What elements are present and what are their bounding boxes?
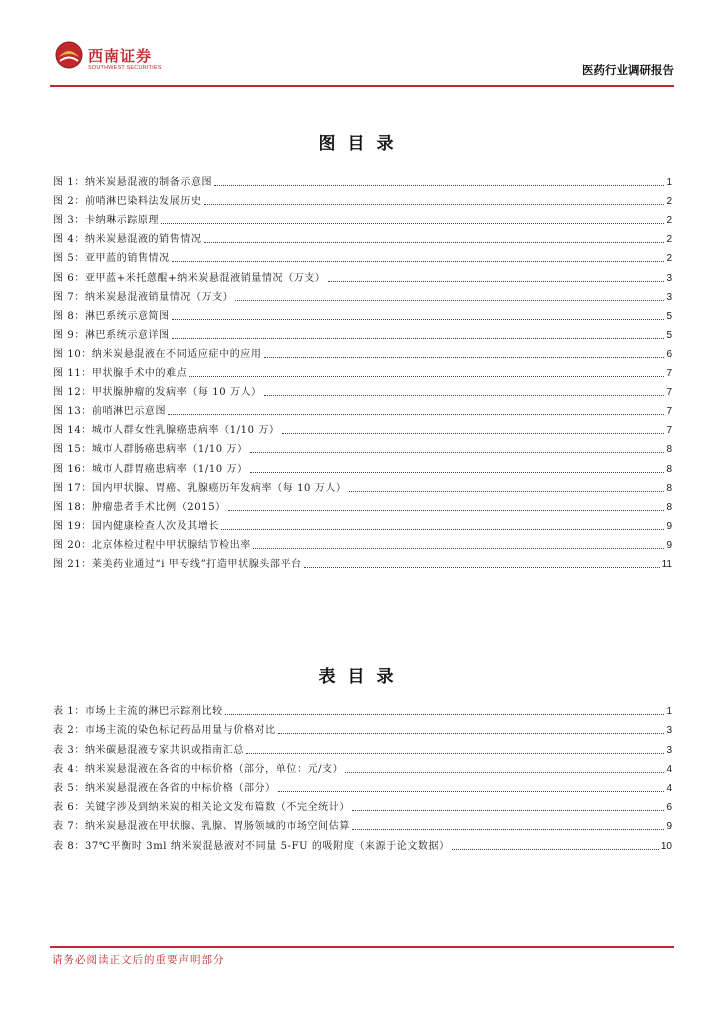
figure-toc-entry[interactable] — [53, 342, 672, 361]
table-toc-entry[interactable] — [53, 833, 672, 852]
toc-dot-leader — [264, 395, 665, 396]
toc-entry-label: 图 6：亚甲蓝+米托蒽醌+纳米炭悬混液销量情况（万支） — [53, 272, 326, 284]
toc-entry-label: 图 5：亚甲蓝的销售情况 — [53, 253, 170, 265]
toc-entry-label: 表 5：纳米炭悬混液在各省的中标价格（部分） — [53, 782, 276, 794]
table-toc-entry[interactable] — [53, 699, 672, 718]
toc-page-number: 3 — [666, 272, 672, 284]
footer-disclaimer: 请务必阅读正文后的重要声明部分 — [52, 954, 225, 966]
toc-page-number: 10 — [660, 840, 672, 852]
toc-dot-leader — [225, 714, 665, 715]
toc-page-number: 9 — [666, 520, 672, 532]
toc-page-number: 7 — [666, 368, 672, 380]
toc-page-number: 3 — [666, 744, 672, 756]
toc-page-number: 5 — [666, 310, 672, 322]
toc-dot-leader — [278, 733, 665, 734]
toc-page-number: 5 — [666, 329, 672, 341]
toc-entry-label: 图 14：城市人群女性乳腺癌患病率（1/10 万） — [53, 425, 280, 437]
figure-toc-entry[interactable] — [53, 456, 672, 475]
toc-dot-leader — [345, 772, 664, 773]
toc-entry-label: 表 7：纳米炭悬混液在甲状腺、乳腺、胃肠领域的市场空间估算 — [53, 821, 350, 833]
toc-page-number: 9 — [666, 821, 672, 833]
toc-dot-leader — [189, 376, 664, 377]
toc-entry-label: 图 1：纳米炭悬混液的制备示意图 — [53, 177, 213, 189]
toc-page-number: 6 — [666, 348, 672, 360]
figure-toc-entry[interactable] — [53, 552, 672, 571]
company-logo — [54, 40, 214, 80]
figure-toc-entry[interactable] — [53, 380, 672, 399]
figure-toc-entry[interactable] — [53, 265, 672, 284]
toc-entry-label: 图 8：淋巴系统示意简图 — [53, 310, 170, 322]
toc-dot-leader — [278, 791, 665, 792]
figure-toc-entry[interactable] — [53, 208, 672, 227]
toc-page-number: 6 — [666, 802, 672, 814]
toc-dot-leader — [264, 357, 665, 358]
header-divider — [50, 85, 674, 87]
table-toc-entry[interactable] — [53, 795, 672, 814]
figure-toc-entry[interactable] — [53, 227, 672, 246]
toc-dot-leader — [352, 810, 664, 811]
toc-dot-leader — [246, 753, 664, 754]
footer-divider — [50, 946, 674, 948]
toc-dot-leader — [168, 414, 664, 415]
figure-toc-entry[interactable] — [53, 418, 672, 437]
report-type: 医药行业调研报告 — [582, 63, 674, 77]
toc-page-number: 8 — [666, 482, 672, 494]
toc-entry-label: 图 21：莱美药业通过“i 甲专线”打造甲状腺头部平台 — [53, 558, 302, 570]
toc-entry-label: 图 11：甲状腺手术中的难点 — [53, 368, 188, 380]
toc-entry-label: 图 2：前哨淋巴染料法发展历史 — [53, 196, 202, 208]
toc-entry-label: 图 7：纳米炭悬混液销量情况（万支） — [53, 291, 234, 303]
toc-page-number: 1 — [666, 177, 672, 189]
table-toc-entry[interactable] — [53, 718, 672, 737]
table-toc-entry[interactable] — [53, 757, 672, 776]
figure-toc-entry[interactable] — [53, 476, 672, 495]
figure-toc-entry[interactable] — [53, 533, 672, 552]
toc-dot-leader — [250, 452, 665, 453]
toc-dot-leader — [452, 849, 659, 850]
toc-page-number: 8 — [666, 444, 672, 456]
logo-emblem-icon — [54, 40, 84, 74]
toc-page-number: 7 — [666, 425, 672, 437]
toc-dot-leader — [282, 433, 665, 434]
tables-toc-list — [53, 699, 672, 853]
toc-entry-label: 图 15：城市人群肠癌患病率（1/10 万） — [53, 444, 248, 456]
toc-page-number: 4 — [666, 763, 672, 775]
toc-dot-leader — [204, 204, 665, 205]
figure-toc-entry[interactable] — [53, 495, 672, 514]
tables-toc-title: 表目录 — [318, 667, 406, 687]
toc-page-number: 9 — [666, 539, 672, 551]
toc-entry-label: 图 3：卡纳琳示踪原理 — [53, 215, 160, 227]
figure-toc-entry[interactable] — [53, 285, 672, 304]
toc-dot-leader — [250, 472, 665, 473]
toc-entry-label: 图 20：北京体检过程中甲状腺结节检出率 — [53, 539, 251, 551]
toc-entry-label: 图 16：城市人群胃癌患病率（1/10 万） — [53, 463, 248, 475]
toc-dot-leader — [161, 223, 664, 224]
toc-dot-leader — [304, 567, 660, 568]
toc-entry-label: 图 12：甲状腺肿瘤的发病率（每 10 万人） — [53, 387, 262, 399]
toc-page-number: 1 — [666, 706, 672, 718]
toc-page-number: 3 — [666, 291, 672, 303]
table-toc-entry[interactable] — [53, 814, 672, 833]
toc-entry-label: 表 3：纳米碳悬混液专家共识或指南汇总 — [53, 744, 244, 756]
figure-toc-entry[interactable] — [53, 437, 672, 456]
figure-toc-entry[interactable] — [53, 189, 672, 208]
toc-page-number: 8 — [666, 501, 672, 513]
page-header — [50, 38, 674, 86]
toc-entry-label: 表 6：关键字涉及到纳米炭的相关论文发布篇数（不完全统计） — [53, 802, 350, 814]
toc-page-number: 2 — [666, 196, 672, 208]
toc-dot-leader — [204, 242, 665, 243]
toc-page-number: 7 — [666, 406, 672, 418]
toc-entry-label: 表 2：市场主流的染色标记药品用量与价格对比 — [53, 725, 276, 737]
toc-dot-leader — [172, 338, 665, 339]
toc-dot-leader — [172, 319, 665, 320]
toc-page-number: 3 — [666, 725, 672, 737]
table-toc-entry[interactable] — [53, 737, 672, 756]
toc-page-number: 2 — [666, 253, 672, 265]
toc-dot-leader — [328, 281, 665, 282]
toc-entry-label: 图 18：肿瘤患者手术比例（2015） — [53, 501, 226, 513]
logo-subtitle: SOUTHWEST SECURITIES — [88, 65, 162, 71]
toc-entry-label: 图 17：国内甲状腺、胃癌、乳腺癌历年发病率（每 10 万人） — [53, 482, 347, 494]
toc-dot-leader — [221, 529, 664, 530]
figures-toc-list — [53, 170, 672, 571]
toc-page-number: 2 — [666, 215, 672, 227]
toc-entry-label: 图 13：前哨淋巴示意图 — [53, 406, 167, 418]
toc-dot-leader — [352, 829, 664, 830]
toc-page-number: 2 — [666, 234, 672, 246]
toc-entry-label: 图 10：纳米炭悬混液在不同适应症中的应用 — [53, 348, 262, 360]
toc-dot-leader — [172, 261, 665, 262]
toc-entry-label: 图 4：纳米炭悬混液的销售情况 — [53, 234, 202, 246]
figure-toc-entry[interactable] — [53, 304, 672, 323]
figure-toc-entry[interactable] — [53, 361, 672, 380]
toc-page-number: 4 — [666, 782, 672, 794]
toc-entry-label: 表 1：市场上主流的淋巴示踪剂比较 — [53, 706, 223, 718]
figure-toc-entry[interactable] — [53, 399, 672, 418]
figure-toc-entry[interactable] — [53, 323, 672, 342]
table-toc-entry[interactable] — [53, 776, 672, 795]
toc-dot-leader — [228, 510, 665, 511]
toc-dot-leader — [235, 300, 664, 301]
toc-page-number: 11 — [661, 558, 672, 570]
toc-page-number: 7 — [666, 387, 672, 399]
toc-entry-label: 表 4：纳米炭悬混液在各省的中标价格（部分，单位：元/支） — [53, 763, 344, 775]
toc-dot-leader — [253, 548, 665, 549]
toc-dot-leader — [349, 491, 665, 492]
toc-dot-leader — [214, 185, 664, 186]
figure-toc-entry[interactable] — [53, 170, 672, 189]
toc-entry-label: 图 9：淋巴系统示意详图 — [53, 329, 170, 341]
toc-entry-label: 表 8：37℃平衡时 3ml 纳米炭混悬液对不同量 5-FU 的吸附度（来源于论文数据） — [53, 840, 450, 852]
figure-toc-entry[interactable] — [53, 246, 672, 265]
figure-toc-entry[interactable] — [53, 514, 672, 533]
toc-entry-label: 图 19：国内健康检查人次及其增长 — [53, 520, 220, 532]
figures-toc-title: 图目录 — [318, 134, 406, 154]
toc-page-number: 8 — [666, 463, 672, 475]
logo-name: 西南证券 — [88, 47, 153, 65]
